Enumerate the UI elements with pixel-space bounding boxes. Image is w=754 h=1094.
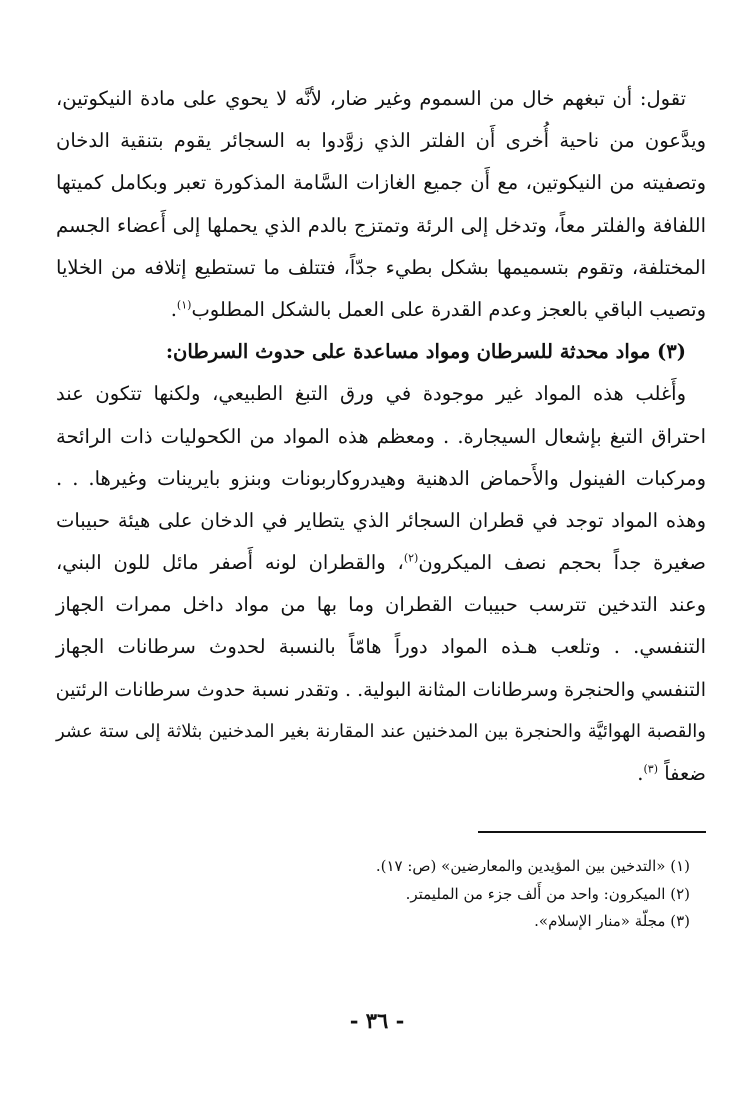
text-fragment: ضعفاً [664,762,706,785]
footnote-ref: (١) [176,298,192,312]
text-line: المختلفة، وتقوم بتسميمها بشكل بطيء جدّاً، فتتلف ما تستطيع إتلافه من الخلايا [56,255,706,279]
main-text [56,78,706,795]
text-line [56,753,706,795]
text-fragment: . [170,297,177,321]
footnotes [130,853,690,936]
footnote-ref: (٣) [643,762,659,776]
text-fragment: وتصيب الباقي بالعجز وعدم القدرة على العمل بالشكل المطلوب [191,297,706,321]
text-line: وأَغلب هذه المواد غير موجودة في ورق التبغ الطبيعي، ولكنها تتكون عند [56,382,686,406]
footnote: (١) «التدخين بين المؤيدين والمعارضين» (ص: ١٧). [375,857,690,875]
text-line: وعند التدخين تترسب حبيبات القطران وما بها من مواد داخل ممرات الجهاز [56,593,706,617]
text-fragment: . [637,762,644,785]
text-line: وتصفيته من النيكوتين، مع أَن جميع الغازات السَّامة المذكورة تعبر وبكامل كميتها [56,171,706,195]
text-line [56,289,706,331]
text-fragment: ، والقطران لونه أَصفر مائل للون البني، [56,551,404,575]
footnote-ref: (٢) [403,551,419,565]
text-fragment: صغيرة جداً بحجم نصف الميكرون [418,551,706,575]
footnote: (٣) مجلّة «منار الإسلام». [534,912,690,930]
footnote: (٢) الميكرون: واحد من أَلف جزء من المليمتر. [405,884,690,903]
section-heading: (٣) مواد محدثة للسرطان ومواد مساعدة على حدوث السرطان: [165,340,686,364]
text-line: التنفسي. . وتلعب هـذه المواد دوراً هامّاً بالنسبة لحدوث سرطانات الجهاز [56,635,706,659]
text-line: التنفسي والحنجرة وسرطانات المثانة البولية. . وتقدر نسبة حدوث سرطانات الرئتين [55,678,706,701]
text-line: وهذه المواد توجد في قطران السجائر الذي يتطاير في الدخان على هيئة حبيبات [56,508,706,532]
page-number: - ٣٦ - [349,1008,405,1033]
footnote-divider [478,831,706,833]
text-line: والقصبة الهوائيَّة والحنجرة بين المدخنين عند المقارنة بغير المدخنين بثلاثة إلى ستة عشر [56,720,706,742]
text-line: احتراق التبغ بإشعال السيجارة. . ومعظم هذه المواد من الكحوليات ذات الرائحة [56,424,706,448]
text-line: اللفافة والفلتر معاً، وتدخل إلى الرئة وتمتزج بالدم الذي يحملها إلى أَعضاء الجسم [56,213,706,237]
text-line: ومركبات الفينول والأَحماض الدهنية وهيدروكاربونات وبنزو بايرينات وغيرها. . . [56,466,706,490]
text-line: تقول: أن تبغهم خال من السموم وغير ضار، لأنَّه لا يحوي على مادة النيكوتين، [56,87,686,110]
text-line [56,542,706,584]
text-line: ويدَّعون من ناحية أُخرى أَن الفلتر الذي زوَّدوا به السجائر يقوم بتنقية الدخان [56,129,706,153]
